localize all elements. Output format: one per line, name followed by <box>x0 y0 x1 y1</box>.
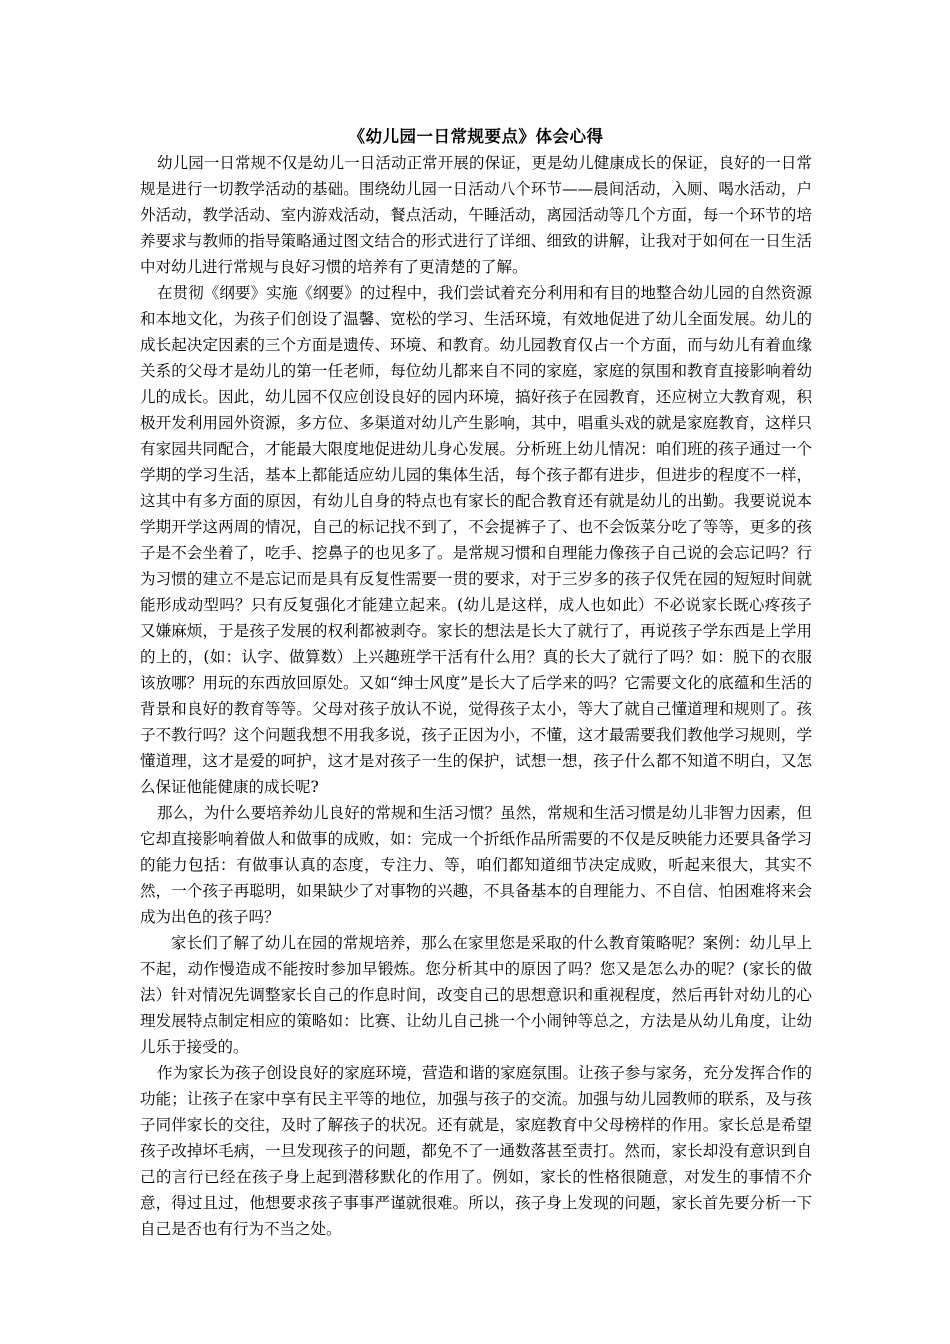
document-title: 《幼儿园一日常规要点》体会心得 <box>348 127 604 146</box>
paragraph-4: 家长们了解了幼儿在园的常规培养，那么在家里您是采取的什么教育策略呢？案例：幼儿早上不起，动作慢造成不能按时参加早锻炼。您分析其中的原因了吗？您又是怎么办的呢？(家长的做法）针对情况先调整家长自己的作息时间，改变自己的思想意识和重视程度，然后再针对幼儿的心理发展特点制定相应的策略如：比赛、让幼儿自己挑一个小闹钟等总之，方法是从幼儿角度，让幼儿乐于接受的。 <box>140 934 812 1056</box>
paragraph-2: 在贯彻《纲要》实施《纲要》的过程中，我们尝试着充分利用和有目的地整合幼儿园的自然资源和本地文化，为孩子们创设了温馨、宽松的学习、生活环境，有效地促进了幼儿全面发展。幼儿的成长起决定因素的三个方面是遗传、环境、和教育。幼儿园教育仅占一个方面，而与幼儿有着血缘关系的父母才是幼儿的第一任老师，每位幼儿都来自不同的家庭，家庭的氛围和教育直接影响着幼儿的成长。因此，幼儿园不仅应创设良好的园内环境，搞好孩子在园教育，还应树立大教育观，积极开发利用园外资源，多方位、多渠道对幼儿产生影响，其中，唱重头戏的就是家庭教育，这样只有家园共同配合，才能最大限度地促进幼儿身心发展。分析班上幼儿情况：咱们班的孩子通过一个学期的学习生活，基本上都能适应幼儿园的集体生活，每个孩子都有进步，但进步的程度不一样，这其中有多方面的原因，有幼儿自身的特点也有家长的配合教育还有就是幼儿的出勤。我要说说本学期开学这两周的情况，自己的标记找不到了，不会提裤子了、也不会饭菜分吃了等等，更多的孩子是不会坐着了，吃手、挖鼻子的也见多了。是常规习惯和自理能力像孩子自己说的会忘记吗？行为习惯的建立不是忘记而是具有反复性需要一贯的要求，对于三岁多的孩子仅凭在园的短短时间就能形成动型吗？只有反复强化才能建立起来。(幼儿是这样，成人也如此）不必说家长既心疼孩子又嫌麻烦，于是孩子发展的权利都被剥夺。家长的想法是长大了就行了，再说孩子学东西是上学用的上的，(如：认字、做算数）上兴趣班学干活有什么用？真的长大了就行了吗？如：脱下的衣服该放哪？用玩的东西放回原处。又如“绅士风度”是长大了后学来的吗？它需要文化的底蕴和生活的背景和良好的教育等等。父母对孩子放认不说，觉得孩子太小，等大了就自己懂道理和规则了。孩子不教行吗？这个问题我想不用我多说，孩子正因为小，不懂，这才最需要我们教他学习规则，学懂道理，这才是爱的呵护，这才是对孩子一生的保护，试想一想，孩子什么都不知道不明白，又怎么保证他能健康的成长呢? <box>140 284 812 796</box>
paragraph-3: 那么，为什么要培养幼儿良好的常规和生活习惯？虽然，常规和生活习惯是幼儿非智力因素，但它却直接影响着做人和做事的成败，如：完成一个折纸作品所需要的不仅是反映能力还要具备学习的能力包括：有做事认真的态度，专注力、等，咱们都知道细节决定成败，听起来很大，其实不然，一个孩子再聪明，如果缺少了对事物的兴趣，不具备基本的自理能力、不自信、怕困难将来会成为出色的孩子吗？ <box>140 804 812 926</box>
paragraph-1: 幼儿园一日常规不仅是幼儿一日活动正常开展的保证，更是幼儿健康成长的保证，良好的一日常规是进行一切教学活动的基础。围绕幼儿园一日活动八个环节——晨间活动，入厕、喝水活动，户外活动，教学活动、室内游戏活动，餐点活动，午睡活动，离园活动等几个方面，每一个环节的培养要求与教师的指导策略通过图文结合的形式进行了详细、细致的讲解，让我对于如何在一日生活中对幼儿进行常规与良好习惯的培养有了更清楚的了解。 <box>140 154 812 276</box>
paragraph-5: 作为家长为孩子创设良好的家庭环境，营造和谐的家庭氛围。让孩子参与家务，充分发挥合作的功能；让孩子在家中享有民主平等的地位，加强与孩子的交流。加强与幼儿园教师的联系，及与孩子同伴家长的交往，及时了解孩子的状况。还有就是，家庭教育中父母榜样的作用。家长总是希望孩子改掉坏毛病，一旦发现孩子的问题，都免不了一通数落甚至责打。然而，家长却没有意识到自己的言行已经在孩子身上起到潜移默化的作用了。例如，家长的性格很随意，对发生的事情不介意，得过且过，他想要求孩子事事严谨就很难。所以，孩子身上发现的问题，家长首先要分析一下自己是否也有行为不当之处。 <box>140 1064 812 1238</box>
document-page <box>140 124 812 1242</box>
